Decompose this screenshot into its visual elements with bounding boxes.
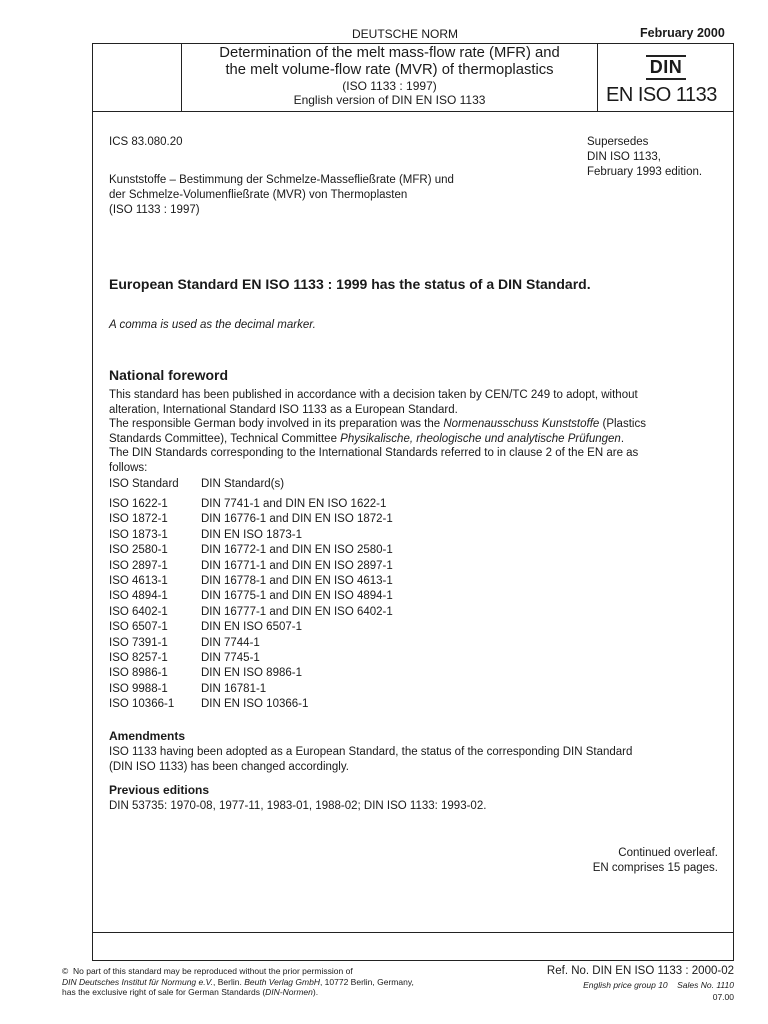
foreword-p3-line-2: follows:	[109, 461, 148, 474]
print-code: 07.00	[712, 992, 734, 1002]
din-standard-cell: DIN EN ISO 8986-1	[201, 667, 302, 680]
bottom-divider	[92, 932, 734, 933]
din-institute-name: DIN Deutsches Institut für Normung e.V.	[62, 976, 214, 987]
price-group: English price group 10	[583, 980, 668, 990]
beuth-verlag-name: Beuth Verlag GmbH	[244, 976, 320, 987]
iso-standard-cell: ISO 1873-1	[109, 528, 168, 541]
iso-standard-cell: ISO 1872-1	[109, 513, 168, 526]
foreword-p1-line-2: alteration, International Standard ISO 1133 as a European Standard.	[109, 403, 458, 416]
din-standard-cell: DIN 16778-1 and DIN EN ISO 4613-1	[201, 575, 393, 587]
copyright-notice	[62, 966, 414, 998]
ics-code: ICS 83.080.20	[109, 136, 183, 148]
copyright-line-3	[62, 987, 414, 998]
title-line-2: the melt volume-flow rate (MVR) of thermoplastics	[225, 62, 554, 78]
foreword-p1-line-1: This standard has been published in accordance with a decision taken by CEN/TC 249 to adopt, without	[109, 389, 638, 401]
copyright-line-2	[62, 977, 414, 988]
iso-standard-cell: ISO 2897-1	[109, 559, 168, 572]
supersedes-line-2: DIN ISO 1133,	[587, 151, 661, 163]
foreword-heading: National foreword	[109, 367, 229, 383]
status-statement: European Standard EN ISO 1133 : 1999 has the status of a DIN Standard.	[109, 276, 591, 292]
copyright-symbol: ©	[62, 966, 69, 976]
text-run: The responsible German body involved in its preparation was the	[109, 418, 444, 431]
german-title-line-1: Kunststoffe – Bestimmung der Schmelze-Massefließrate (MFR) und	[109, 174, 454, 186]
din-standard-cell: DIN 16776-1 and DIN EN ISO 1872-1	[201, 513, 393, 526]
text-run: , 10772 Berlin, Germany,	[319, 976, 414, 987]
iso-standard-cell: ISO 4613-1	[109, 575, 168, 587]
document-title	[182, 45, 597, 107]
title-line-1: Determination of the melt mass-flow rate (MFR) and	[219, 45, 560, 61]
text-run: ).	[312, 987, 319, 997]
price-sales-line	[583, 980, 734, 990]
previous-editions-heading: Previous editions	[109, 783, 210, 797]
title-iso: (ISO 1133 : 1997)	[342, 79, 437, 93]
iso-standard-cell: ISO 6507-1	[109, 621, 168, 634]
amendments-body	[109, 745, 632, 774]
supersedes-line-1: Supersedes	[587, 136, 649, 148]
din-standard-cell: DIN 16781-1	[201, 682, 267, 695]
decimal-marker-note: A comma is used as the decimal marker.	[109, 319, 316, 331]
din-standard-cell: DIN 16771-1 and DIN EN ISO 2897-1	[201, 559, 393, 572]
foreword-p2-line-1	[109, 417, 734, 432]
din-standard-cell: DIN EN ISO 1873-1	[201, 528, 302, 541]
text-run: Standards Committee), Technical Committee	[109, 432, 341, 445]
din-standard-cell: DIN 7741-1 and DIN EN ISO 1622-1	[201, 498, 387, 510]
col-iso-standard-header: ISO Standard	[109, 478, 179, 490]
technical-committee-name: Physikalische, rheologische und analytische Prüfungen	[340, 432, 621, 445]
supersedes-block	[587, 135, 702, 180]
copyright-line-1	[62, 966, 414, 977]
page-count: EN comprises 15 pages.	[592, 861, 718, 874]
foreword-p2-line-2	[109, 432, 734, 447]
din-standard-cell: DIN 16777-1 and DIN EN ISO 6402-1	[201, 605, 393, 618]
text-run: , Berlin.	[213, 976, 245, 987]
din-logo: DIN	[646, 55, 686, 80]
din-standard-cell: DIN 7745-1	[201, 652, 260, 664]
german-title	[109, 173, 454, 218]
reference-number: Ref. No. DIN EN ISO 1133 : 2000-02	[546, 965, 734, 977]
din-standard-cell: DIN EN ISO 6507-1	[201, 621, 302, 634]
text-run: No part of this standard may be reproduced without the prior permission of	[73, 966, 353, 976]
standard-number: EN ISO 1133	[606, 84, 717, 106]
text-run: .	[620, 432, 625, 445]
iso-standard-cell: ISO 10366-1	[109, 698, 175, 711]
supersedes-line-3: February 1993 edition.	[587, 166, 703, 178]
iso-standard-cell: ISO 2580-1	[109, 544, 168, 557]
din-standard-cell: DIN 16775-1 and DIN EN ISO 4894-1	[201, 590, 393, 603]
german-title-line-3: (ISO 1133 : 1997)	[109, 204, 200, 216]
iso-standard-cell: ISO 6402-1	[109, 605, 168, 618]
din-normen: DIN-Normen	[265, 987, 313, 997]
amendments-heading: Amendments	[109, 729, 186, 743]
din-standard-cell: DIN 7744-1	[201, 636, 260, 649]
iso-standard-cell: ISO 4894-1	[109, 590, 168, 603]
continued-overleaf: Continued overleaf.	[618, 847, 718, 859]
committee-name: Normenausschuss Kunststoffe	[443, 418, 600, 431]
iso-standard-cell: ISO 8257-1	[109, 652, 168, 664]
iso-standard-cell: ISO 1622-1	[109, 498, 168, 510]
sales-number: Sales No. 1110	[677, 980, 734, 990]
amendments-line-1: ISO 1133 having been adopted as a European Standard, the status of the corresponding DIN Standard	[109, 746, 633, 758]
iso-standard-cell: ISO 8986-1	[109, 667, 168, 680]
header-divider	[92, 111, 734, 112]
amendments-line-2: (DIN ISO 1133) has been changed accordingly.	[109, 760, 349, 773]
continued-note	[593, 846, 718, 875]
iso-standard-cell: ISO 7391-1	[109, 636, 168, 649]
text-run: has the exclusive right of sale for German Standards (	[62, 987, 266, 997]
title-english-version: English version of DIN EN ISO 1133	[293, 93, 486, 107]
previous-editions-text: DIN 53735: 1970-08, 1977-11, 1983-01, 1988-02; DIN ISO 1133: 1993-02.	[109, 800, 487, 812]
norm-label: DEUTSCHE NORM	[352, 27, 459, 41]
foreword-p3-line-1: The DIN Standards corresponding to the International Standards referred to in clause 2 of the EN are as	[109, 447, 639, 460]
text-run: (Plastics	[599, 418, 646, 431]
col-din-standard-header: DIN Standard(s)	[201, 478, 285, 490]
title-right-divider	[597, 43, 598, 112]
issue-date: February 2000	[640, 26, 725, 40]
iso-standard-cell: ISO 9988-1	[109, 682, 168, 695]
german-title-line-2: der Schmelze-Volumenfließrate (MVR) von Thermoplasten	[109, 189, 408, 201]
foreword-body	[109, 388, 734, 476]
din-standard-cell: DIN EN ISO 10366-1	[201, 698, 309, 711]
din-standard-cell: DIN 16772-1 and DIN EN ISO 2580-1	[201, 544, 393, 557]
